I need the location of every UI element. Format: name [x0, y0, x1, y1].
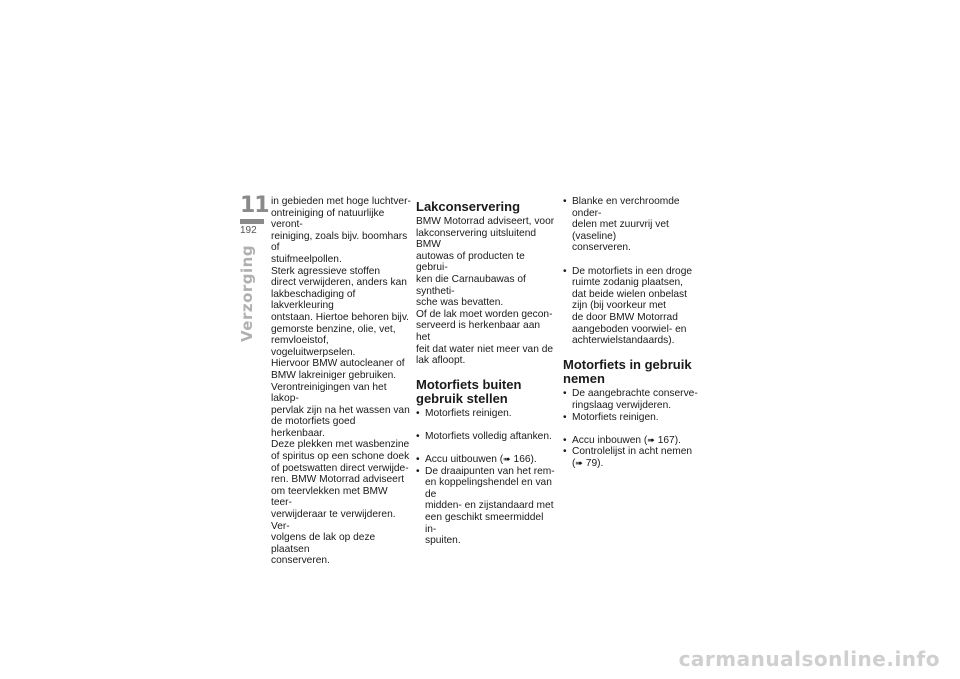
- list-item: • De aangebrachte conserve- ringslaag verwijderen.: [563, 388, 703, 411]
- list-item: • Controlelijst in acht nemen (➠ 79).: [563, 446, 703, 469]
- list-item: • Blanke en verchroomde onder- delen met zuurvrij vet (vaseline) conserveren.: [563, 196, 703, 254]
- list-item: • De draaipunten van het rem- en koppelingshendel en van de midden- en zijstandaard met een geschikt smeermiddel in- spuiten.: [416, 466, 556, 547]
- list-item: • Accu inbouwen (➠ 167).: [563, 435, 703, 447]
- column-2: [416, 196, 556, 547]
- page-ref[interactable]: 167).: [654, 434, 681, 446]
- heading-lakconservering: Lakconservering: [416, 199, 521, 214]
- recommission-list: [563, 388, 703, 469]
- list-item: • De motorfiets in een droge ruimte zodanig plaatsen, dat beide wielen onbelast zijn (bij voorkeur met de door BMW Motorrad aangeboden voorwiel- en achterwielstandaards).: [563, 266, 703, 347]
- page-ref[interactable]: 166).: [510, 454, 537, 466]
- watermark: carmanualsonline.info: [678, 647, 940, 671]
- lakconservering-text: BMW Motorrad adviseert, voor lakconservering uitsluitend BMW autowas of producten te gebrui- ken die Carnaubawas of syntheti- sche was bevatten. Of de lak moet worden gecon- serveerd is herkenbaar aan het feit dat water niet meer van de lak afloopt.: [416, 216, 555, 367]
- list-item: • Accu uitbouwen (➠ 166).: [416, 454, 556, 466]
- chapter-rule: [240, 219, 264, 224]
- paint-care-text: in gebieden met hoge luchtver- ontreiniging of natuurlijke veront- reiniging, zoals bijv. boomhars of stuifmeelpollen. Sterk agressieve stoffen direct verwijderen, anders kan lakbeschadiging of lakverkleuring ontstaan. Hiertoe behoren bijv. gemorste benzine, olie, vet, remvloeistof, vogeluitwerpselen. Hiervoor BMW autocleaner of BMW lakreiniger gebruiken. Verontreinigingen van het lakop- pervlak zijn na het wassen van de motorfiets goed herkenbaar. Deze plekken met wasbenzine of spiritus op een schone doek of poetswatten direct verwijde- ren. BMW Motorrad adviseert om teervlekken met BMW teer- verwijderaar te verwijderen. Ver- volgens de lak op deze plaatsen conserveren.: [271, 196, 411, 567]
- storage-list: [563, 196, 703, 347]
- decommission-list: [416, 408, 556, 547]
- heading-buiten-gebruik: Motorfiets buiten gebruik stellen: [416, 376, 522, 406]
- page-number: 192: [240, 225, 257, 236]
- chapter-number: 11: [240, 193, 269, 218]
- heading-in-gebruik: Motorfiets in gebruik nemen: [563, 357, 692, 387]
- list-item: • Motorfiets volledig aftanken.: [416, 431, 556, 443]
- column-3: [563, 196, 703, 469]
- list-item: • Motorfiets reinigen.: [563, 412, 703, 424]
- list-item: • Motorfiets reinigen.: [416, 408, 556, 420]
- page-ref-arrow-icon: ➠: [647, 434, 655, 445]
- page-ref-arrow-icon: ➠: [575, 457, 583, 468]
- column-1: [271, 196, 411, 567]
- page-ref-arrow-icon: ➠: [503, 454, 511, 465]
- section-title: Verzorging: [238, 244, 256, 342]
- chapter-marker: [240, 193, 269, 236]
- page-ref[interactable]: 79).: [582, 457, 604, 469]
